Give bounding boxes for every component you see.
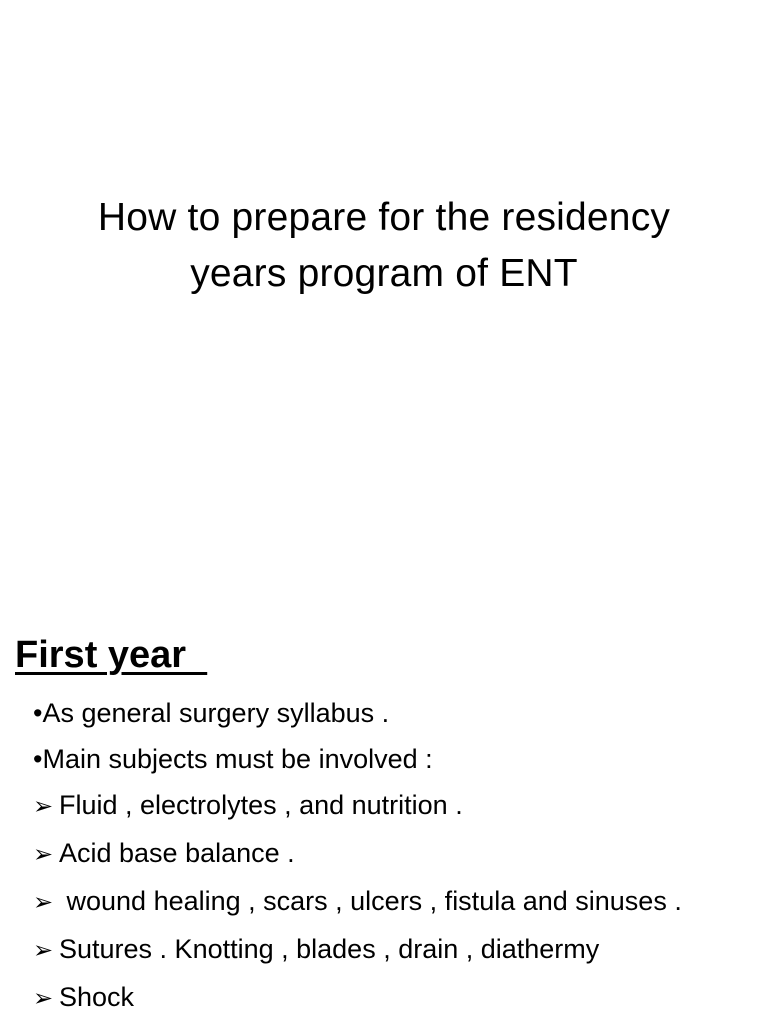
list-item — [33, 830, 753, 878]
list-item-text: wound healing , scars , ulcers , fistula and sinuses . — [59, 886, 682, 916]
list-item-text: Acid base balance . — [59, 838, 295, 868]
arrow-bullet-icon: ➢ — [33, 793, 54, 820]
list-item — [33, 736, 753, 782]
list-item-text: Fluid , electrolytes , and nutrition . — [59, 790, 463, 820]
list-item-text: Shock — [59, 982, 135, 1012]
list-item — [33, 878, 753, 926]
list-item-text: As general surgery syllabus . — [42, 698, 390, 728]
arrow-bullet-icon: ➢ — [33, 985, 54, 1012]
arrow-bullet-icon: ➢ — [33, 841, 54, 868]
slide-title — [0, 190, 768, 302]
list-item-text: Main subjects must be involved : — [42, 744, 433, 774]
list-item — [33, 782, 753, 830]
bullet-icon: • — [33, 698, 43, 728]
content-list — [33, 690, 753, 1022]
arrow-bullet-icon: ➢ — [33, 937, 54, 964]
slide-title-line-1: How to prepare for the residency — [97, 196, 671, 239]
list-item — [33, 690, 753, 736]
list-item — [33, 926, 753, 974]
slide-title-line-2: years program of ENT — [190, 252, 578, 295]
section-heading: First year — [15, 634, 208, 676]
bullet-icon: • — [33, 744, 43, 774]
list-item — [33, 974, 753, 1022]
arrow-bullet-icon: ➢ — [33, 889, 54, 916]
list-item-text: Sutures . Knotting , blades , drain , diathermy — [59, 934, 600, 964]
